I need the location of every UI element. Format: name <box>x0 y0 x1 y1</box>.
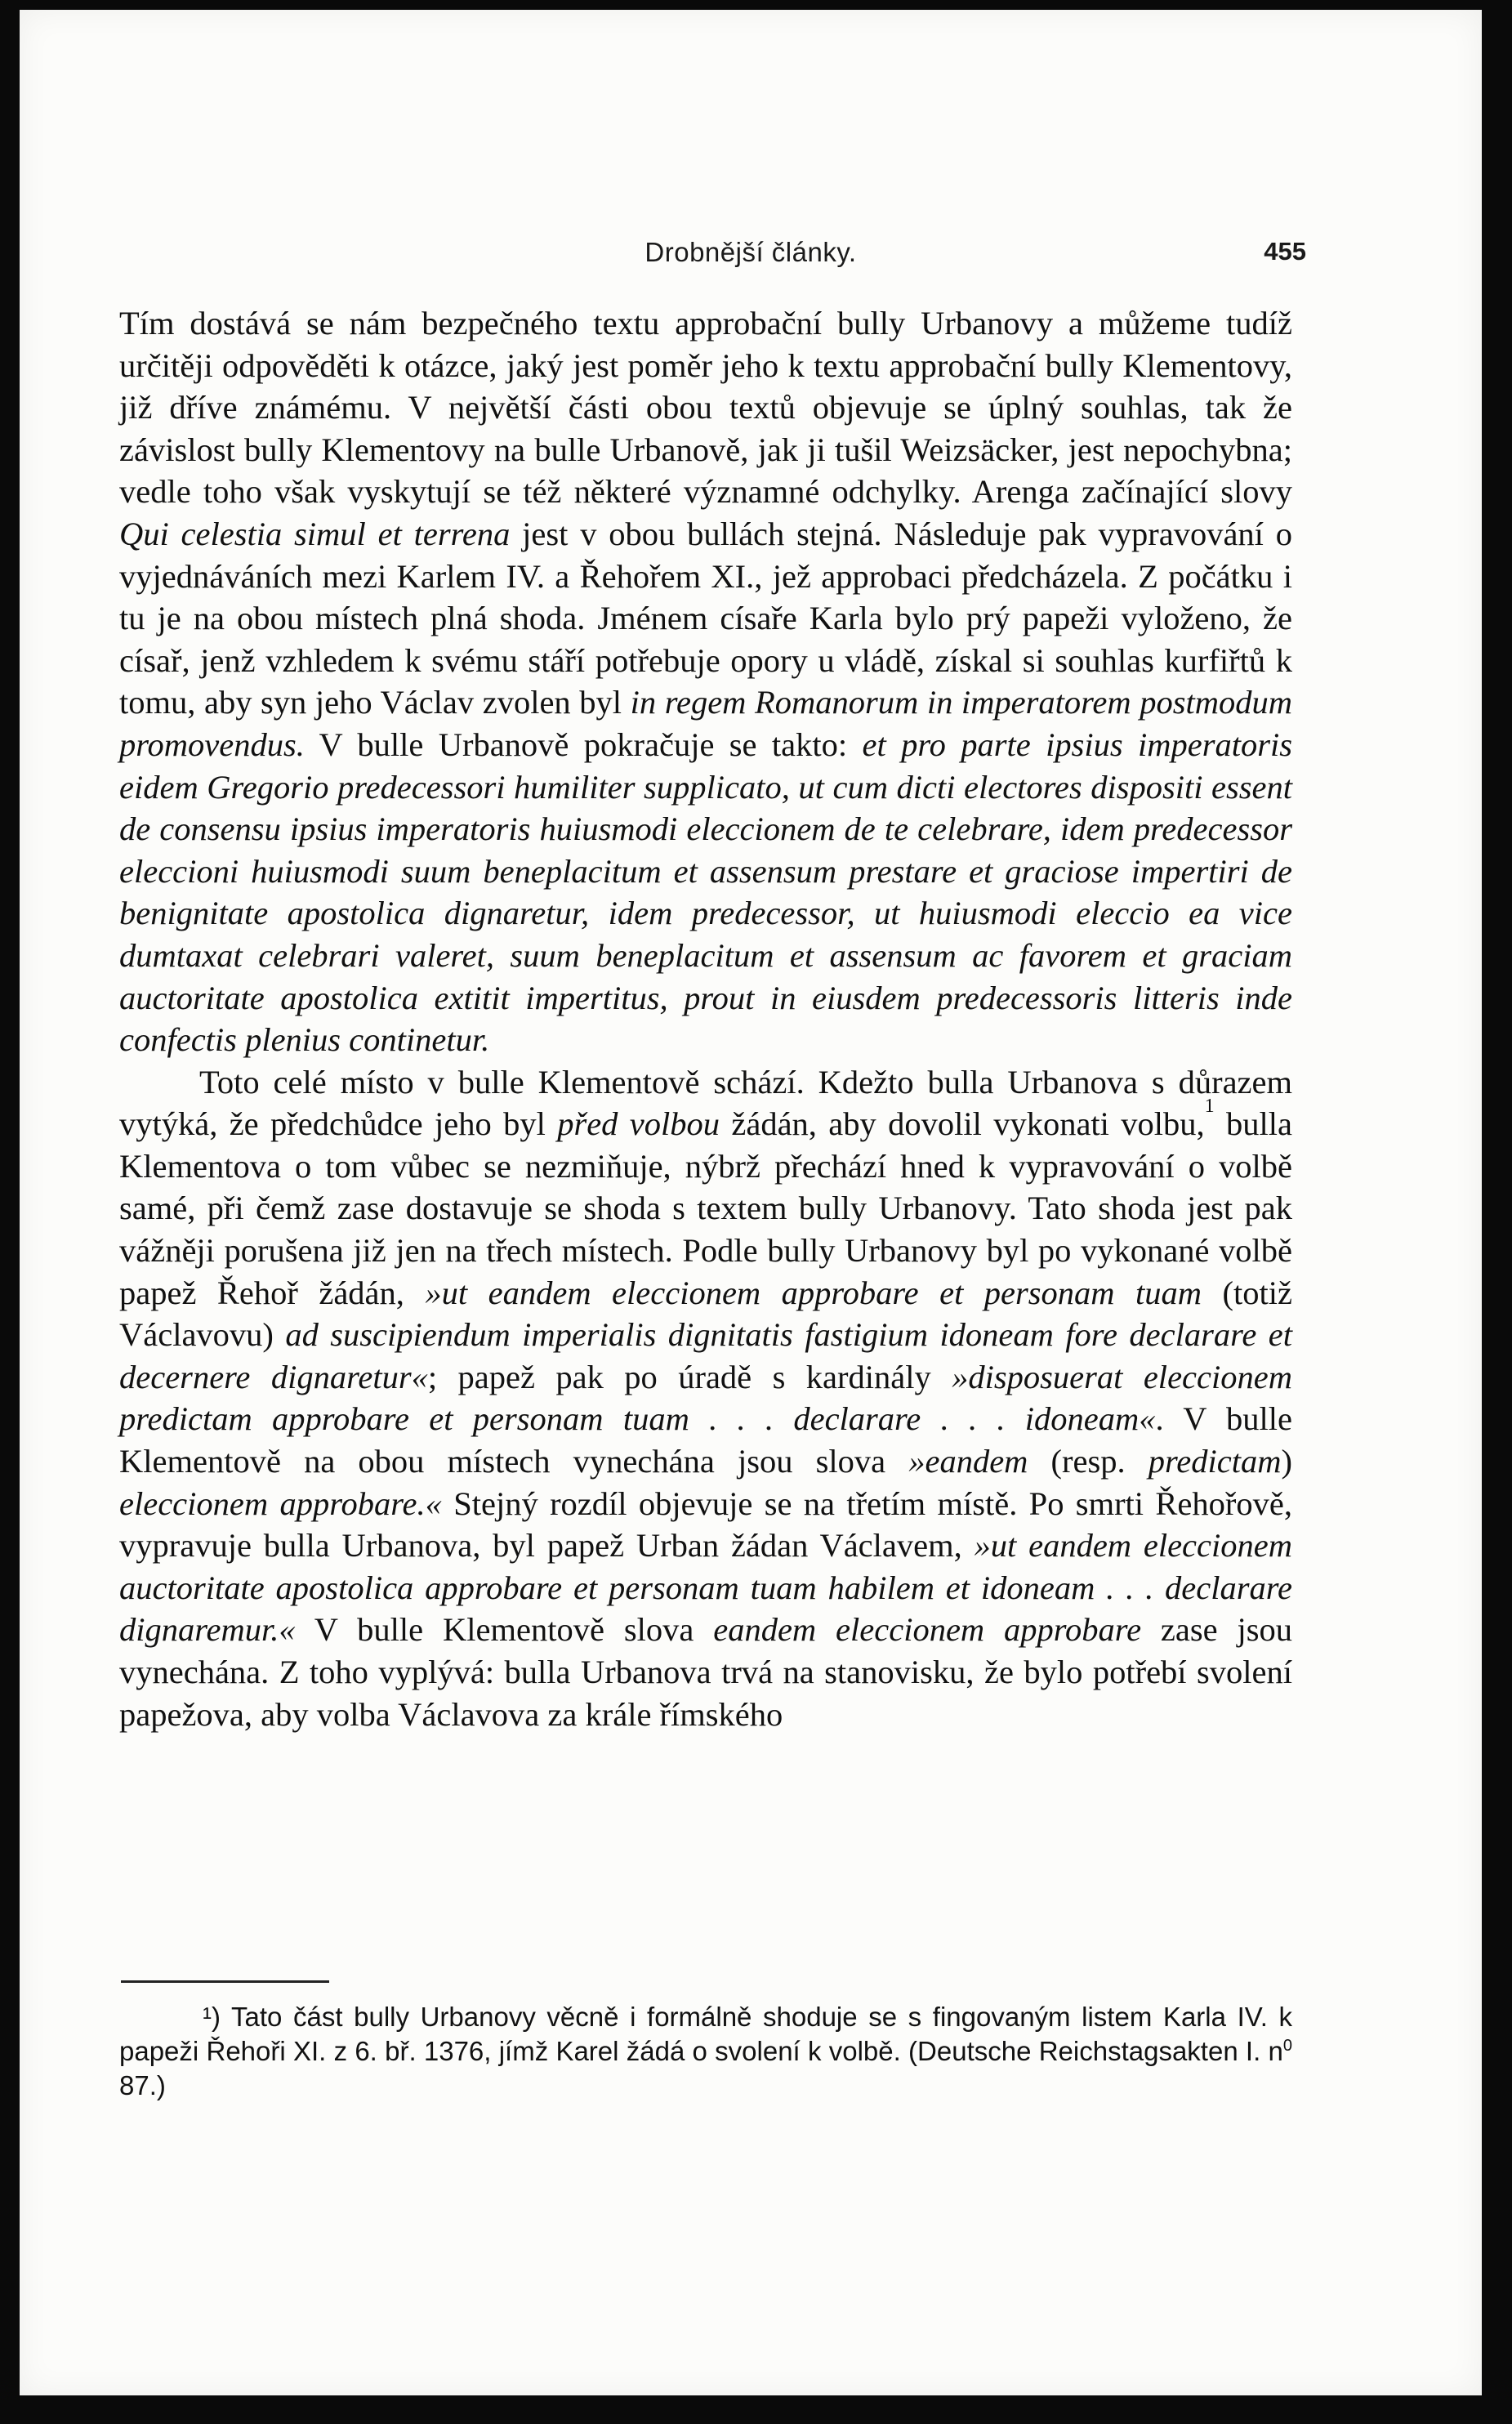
footnote-mark: ¹) <box>203 2002 221 2032</box>
text-run: (totiž Václavovu) <box>119 1274 1292 1354</box>
latin-quote: před volbou <box>557 1105 720 1143</box>
text-run: Toto celé místo v bulle Klementově schází. Kdežto bulla Urbanova s důrazem vytýká, že předchůdce jeho byl <box>119 1063 1292 1143</box>
latin-quote: »ut eandem eleccionem approbare et personam tuam <box>425 1274 1202 1311</box>
text-run: jest v obou bullách stejná. Následuje pak vypravování o vyjednáváních mezi Karlem IV. a Řehořem XI., jež approbaci předcházela. Z počátku i tu je na obou místech plná shoda. Jménem císaře Karla bylo prý papeži vyloženo, že císař, jenž vzhledem k svému stáří potřebuje opory u vládě, získal si souhlas kurfiřtů k tomu, aby syn jeho Václav zvolen byl <box>119 515 1292 721</box>
paragraph <box>119 302 1292 1061</box>
latin-quote: et pro parte ipsius imperatoris eidem Gregorio predecessori humiliter supplicato, ut cum dicti electores dispositi essent de consensu ipsius imperatoris huiusmodi eleccionem de te celebrare, idem predecessor eleccioni huiusmodi suum beneplacitum et assensum prestare et graciose impertiri de benignitate apostolica dignaretur, idem predecessor, ut huiusmodi eleccio ea vice dumtaxat celebrari valeret, suum beneplacitum et assensum ac favorem et graciam auctoritate apostolica extitit impertitus, prout in eiusdem predecessoris litteris inde confectis plenius continetur. <box>119 725 1293 1059</box>
footnote-divider <box>121 1980 329 1983</box>
text-run: žádán, aby dovolil vykonati volbu, <box>720 1105 1205 1143</box>
latin-quote: »ut eandem eleccionem auctoritate apostolica approbare et personam tuam habilem et idoneam . . . declarare dignaremur.« <box>119 1527 1292 1649</box>
latin-quote: in regem Romanorum in imperatorem postmodum promovendus. <box>119 684 1293 763</box>
latin-quote: »disposuerat eleccionem predictam approbare et personam tuam . . . declarare . . . idoneam« <box>119 1358 1292 1438</box>
running-header <box>20 237 1482 278</box>
text-run: (resp. <box>1028 1443 1148 1480</box>
footnote-superscript: 0 <box>1282 2037 1292 2055</box>
text-run: zase jsou vynechána. Z toho vyplývá: bulla Urbanova trvá na stanovisku, že bylo potřebí svolení papežova, aby volba Václavova za krále římského <box>119 1611 1293 1733</box>
latin-quote: eandem eleccionem approbare <box>713 1611 1142 1649</box>
text-run: ; papež pak po úradě s kardinály <box>427 1358 952 1395</box>
footnote-reference: 1 <box>1204 1096 1215 1118</box>
latin-quote: Qui celestia simul et terrena <box>119 515 511 552</box>
running-title: Drobnější články. <box>644 237 857 267</box>
body-text <box>119 302 1292 1735</box>
footnote <box>119 2000 1292 2103</box>
text-run: V bulle Urbanově pokračuje se takto: <box>304 725 863 763</box>
text-run: ) <box>1281 1443 1292 1480</box>
text-run: Stejný rozdíl objevuje se na třetím místě. Po smrti Řehořově, vypravuje bulla Urbanova, byl papež Urban žádan Václavem, <box>119 1484 1292 1565</box>
paragraph <box>119 1061 1292 1736</box>
latin-quote: predictam <box>1148 1443 1282 1480</box>
latin-quote: »eandem <box>908 1443 1028 1480</box>
text-run: . V bulle Klementově na obou místech vynechána jsou slova <box>119 1400 1292 1480</box>
latin-quote: eleccionem approbare.« <box>119 1484 442 1522</box>
text-run: bulla Klementova o tom vůbec se nezmiňuje, nýbrž přechází hned k vypravování o volbě samé, při čemž zase dostavuje se shoda s textem bully Urbanovy. Tato shoda jest pak vážněji porušena již jen na třech místech. Podle bully Urbanovy byl po vykonané volbě papež Řehoř žádán, <box>119 1105 1293 1311</box>
footnote-text-end: 87.) <box>119 2070 166 2100</box>
page-number: 455 <box>1264 237 1306 266</box>
latin-quote: ad suscipiendum imperialis dignitatis fastigium idoneam fore declarare et decernere dignaretur« <box>119 1316 1292 1395</box>
text-run: Tím dostává se nám bezpečného textu approbační bully Urbanovy a můžeme tudíž určitěji odpověděti k otázce, jaký jest poměr jeho k textu approbační bully Klementovy, již dříve známému. V největší části obou textů objevuje se úplný souhlas, tak že závislost bully Klementovy na bulle Urbanově, jak ji tušil Weizsäcker, jest nepochybna; vedle toho však vyskytují se též některé významné odchylky. Arenga začínající slovy <box>119 305 1292 511</box>
text-run: V bulle Klementově slova <box>295 1611 714 1649</box>
footnote-text: Tato část bully Urbanovy věcně i formálně shoduje se s fingovaným listem Karla IV. k papeži Řehoři XI. z 6. bř. 1376, jímž Karel žádá o svolení k volbě. (Deutsche Reichstagsakten I. n <box>119 2002 1292 2066</box>
